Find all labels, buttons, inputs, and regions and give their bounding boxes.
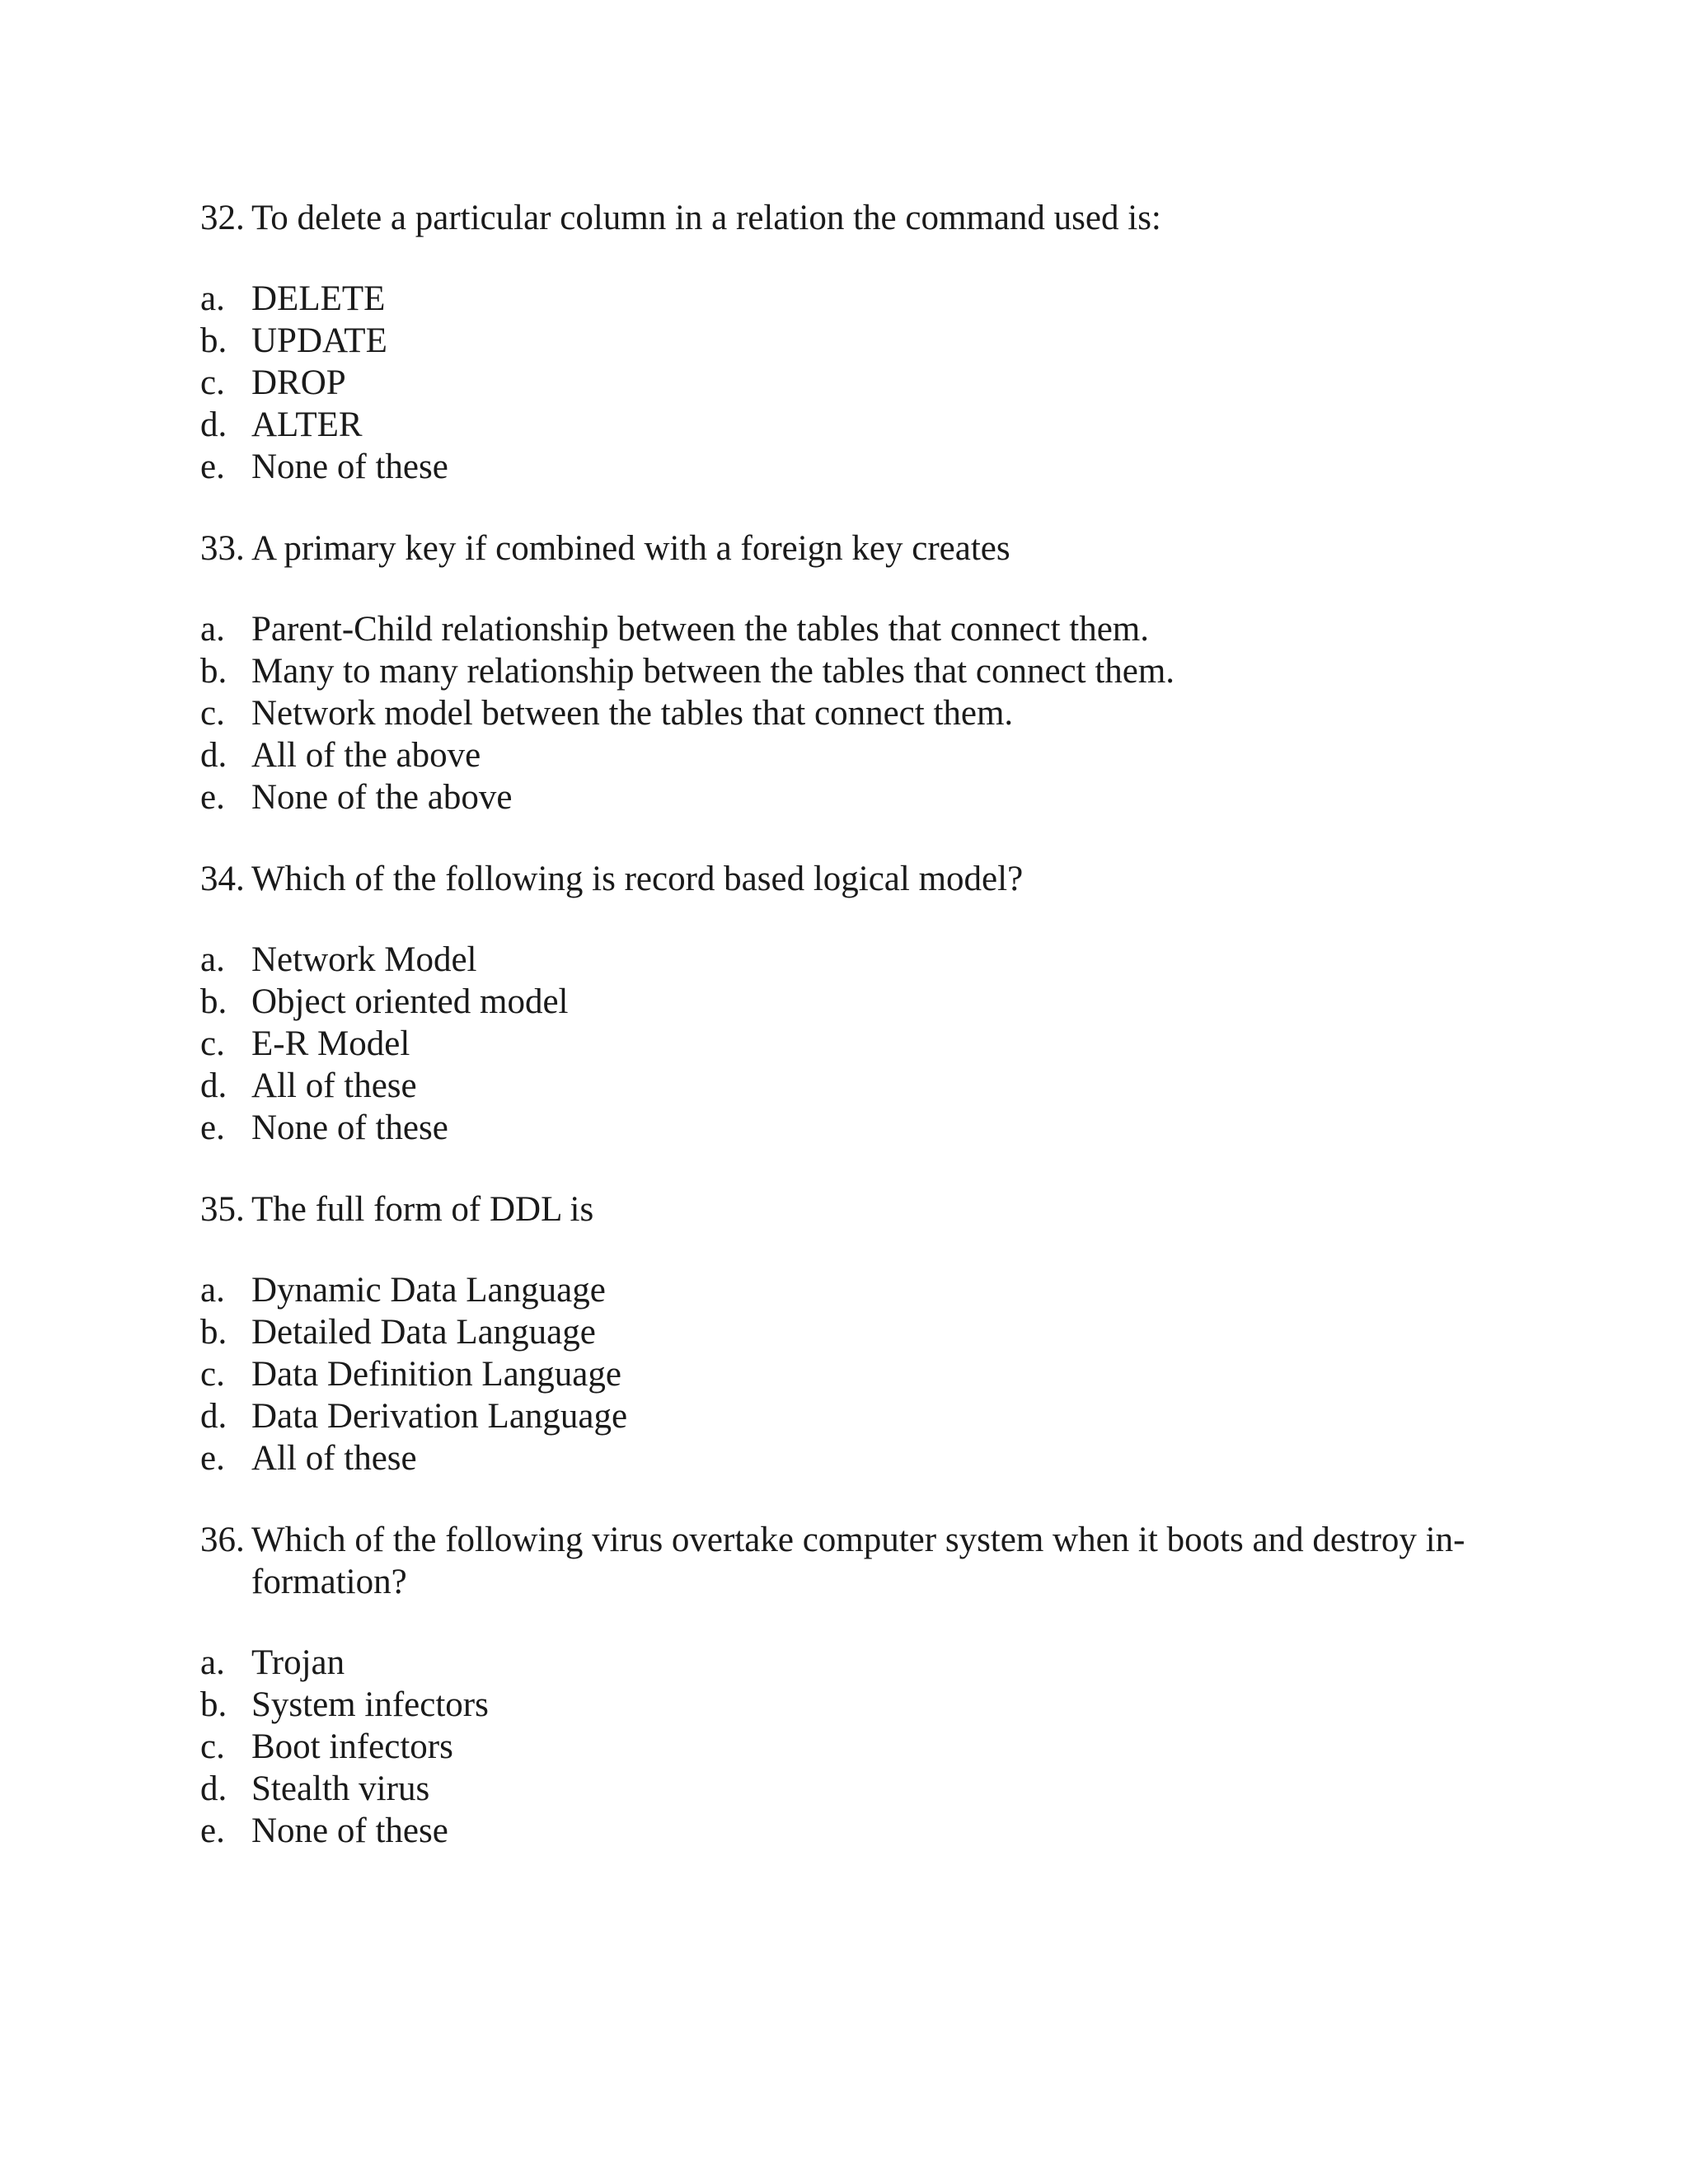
option-letter: d. bbox=[200, 736, 227, 775]
question-text: A primary key if combined with a foreign key creates bbox=[251, 529, 1010, 568]
question-36 bbox=[200, 1519, 1519, 1852]
question-stem bbox=[200, 1519, 1519, 1603]
option-d bbox=[200, 1065, 1519, 1107]
option-text: ALTER bbox=[251, 405, 363, 444]
option-letter: a. bbox=[200, 279, 225, 318]
option-b bbox=[200, 981, 1519, 1023]
option-a bbox=[200, 608, 1519, 650]
option-letter: e. bbox=[200, 448, 225, 486]
option-letter: c. bbox=[200, 1024, 225, 1063]
option-e bbox=[200, 446, 1519, 488]
option-text: Parent-Child relationship between the tables that connect them. bbox=[251, 610, 1150, 649]
option-text: Data Definition Language bbox=[251, 1355, 621, 1394]
option-list bbox=[200, 278, 1519, 488]
option-letter: a. bbox=[200, 1271, 225, 1310]
question-number: 35. bbox=[200, 1190, 245, 1229]
option-b bbox=[200, 650, 1519, 692]
option-letter: b. bbox=[200, 1313, 227, 1352]
option-c bbox=[200, 692, 1519, 734]
option-text: DELETE bbox=[251, 279, 386, 318]
option-letter: c. bbox=[200, 363, 225, 402]
question-stem bbox=[200, 858, 1519, 900]
option-letter: b. bbox=[200, 321, 227, 360]
option-d bbox=[200, 404, 1519, 446]
option-letter: a. bbox=[200, 1643, 225, 1682]
question-stem bbox=[200, 1188, 1519, 1230]
question-35 bbox=[200, 1188, 1519, 1479]
option-text: Boot infectors bbox=[251, 1727, 453, 1766]
option-text: Network model between the tables that connect them. bbox=[251, 694, 1014, 733]
option-letter: a. bbox=[200, 610, 225, 649]
option-c bbox=[200, 1023, 1519, 1065]
option-letter: c. bbox=[200, 1727, 225, 1766]
option-list bbox=[200, 939, 1519, 1149]
option-text: DROP bbox=[251, 363, 346, 402]
option-text: Dynamic Data Language bbox=[251, 1271, 606, 1310]
option-c bbox=[200, 1353, 1519, 1395]
question-text: Which of the following is record based logical model? bbox=[251, 860, 1024, 898]
option-text: None of the above bbox=[251, 778, 513, 817]
option-letter: c. bbox=[200, 694, 225, 733]
option-letter: e. bbox=[200, 778, 225, 817]
option-a bbox=[200, 939, 1519, 981]
option-text: None of these bbox=[251, 1108, 448, 1147]
option-e bbox=[200, 1107, 1519, 1149]
option-text: None of these bbox=[251, 448, 448, 486]
option-a bbox=[200, 278, 1519, 320]
option-text: Detailed Data Language bbox=[251, 1313, 596, 1352]
question-number: 36. bbox=[200, 1521, 245, 1559]
option-text: All of these bbox=[251, 1066, 417, 1105]
option-letter: a. bbox=[200, 940, 225, 979]
option-b bbox=[200, 320, 1519, 362]
option-letter: d. bbox=[200, 1769, 227, 1808]
option-d bbox=[200, 734, 1519, 776]
question-text: The full form of DDL is bbox=[251, 1190, 594, 1229]
option-letter: e. bbox=[200, 1108, 225, 1147]
option-text: Trojan bbox=[251, 1643, 345, 1682]
option-a bbox=[200, 1642, 1519, 1684]
question-number: 33. bbox=[200, 529, 245, 568]
option-e bbox=[200, 776, 1519, 818]
option-c bbox=[200, 362, 1519, 404]
option-d bbox=[200, 1395, 1519, 1437]
option-text: None of these bbox=[251, 1811, 448, 1850]
option-text: Network Model bbox=[251, 940, 477, 979]
option-text: Object oriented model bbox=[251, 982, 569, 1021]
question-number: 32. bbox=[200, 199, 245, 237]
option-text: Data Derivation Language bbox=[251, 1397, 628, 1436]
option-text: All of these bbox=[251, 1439, 417, 1478]
option-a bbox=[200, 1269, 1519, 1311]
option-letter: b. bbox=[200, 1685, 227, 1724]
question-stem bbox=[200, 197, 1519, 239]
option-letter: b. bbox=[200, 652, 227, 691]
option-text: Many to many relationship between the tables that connect them. bbox=[251, 652, 1175, 691]
option-letter: d. bbox=[200, 1066, 227, 1105]
question-text: Which of the following virus overtake computer system when it boots and destroy in-formation? bbox=[251, 1521, 1465, 1601]
option-text: System infectors bbox=[251, 1685, 489, 1724]
option-letter: e. bbox=[200, 1439, 225, 1478]
option-letter: c. bbox=[200, 1355, 225, 1394]
option-b bbox=[200, 1684, 1519, 1726]
option-list bbox=[200, 1269, 1519, 1479]
option-letter: d. bbox=[200, 405, 227, 444]
option-list bbox=[200, 608, 1519, 818]
option-b bbox=[200, 1311, 1519, 1353]
option-text: UPDATE bbox=[251, 321, 387, 360]
option-list bbox=[200, 1642, 1519, 1852]
question-stem bbox=[200, 527, 1519, 569]
option-e bbox=[200, 1437, 1519, 1479]
option-text: Stealth virus bbox=[251, 1769, 430, 1808]
option-d bbox=[200, 1768, 1519, 1810]
question-32 bbox=[200, 197, 1519, 488]
option-e bbox=[200, 1810, 1519, 1852]
option-letter: e. bbox=[200, 1811, 225, 1850]
question-number: 34. bbox=[200, 860, 245, 898]
option-c bbox=[200, 1726, 1519, 1768]
option-text: All of the above bbox=[251, 736, 481, 775]
question-34 bbox=[200, 858, 1519, 1149]
option-text: E-R Model bbox=[251, 1024, 410, 1063]
option-letter: d. bbox=[200, 1397, 227, 1436]
option-letter: b. bbox=[200, 982, 227, 1021]
question-33 bbox=[200, 527, 1519, 818]
question-text: To delete a particular column in a relation the command used is: bbox=[251, 199, 1161, 237]
